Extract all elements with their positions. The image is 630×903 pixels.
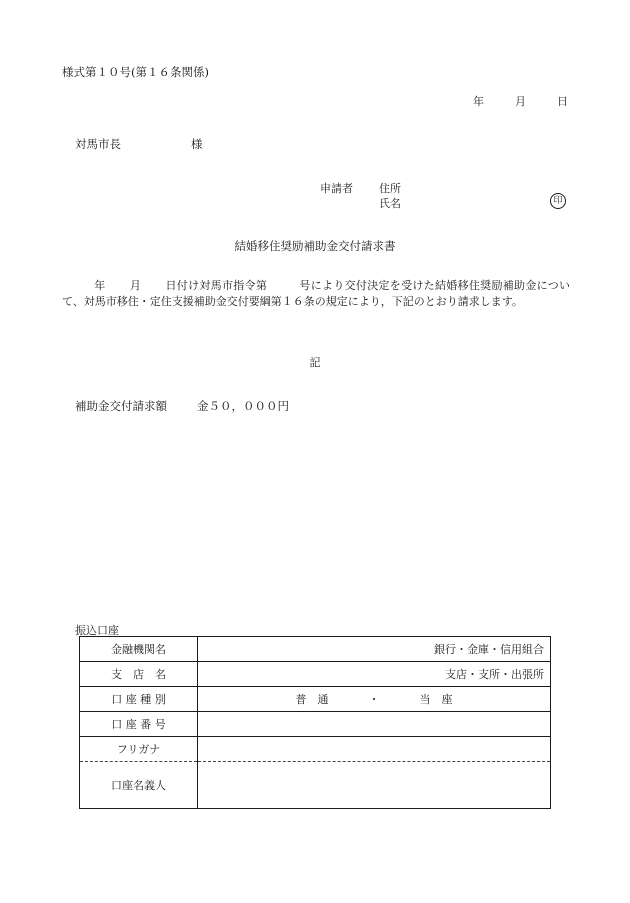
- table-row: [80, 737, 551, 762]
- body-text1: 日付け対馬市指令第: [165, 279, 268, 292]
- day-label: 日: [557, 95, 568, 108]
- addressee-name: 対馬市長: [75, 137, 121, 151]
- amount-label: 補助金交付請求額: [75, 399, 167, 413]
- institution-label: 金融機関名: [80, 637, 198, 662]
- account-table: [79, 636, 551, 809]
- amount-line: [75, 398, 289, 414]
- addressee: [75, 136, 203, 152]
- account-type-current: 当 座: [419, 693, 453, 706]
- table-row: [80, 687, 551, 712]
- form-number: 様式第１０号(第１６条関係): [62, 65, 209, 79]
- account-type-field[interactable]: [198, 687, 551, 712]
- applicant-role: 申請者: [320, 182, 353, 195]
- body-paragraph: [62, 278, 570, 309]
- body-text2: 号により交付決定を受けた結婚移住奨励補助金について、対馬市移住・定住支援補助金交付要綱第１６条の規定により，下記のとおり請求します。: [62, 279, 571, 308]
- addressee-honorific: 様: [191, 137, 203, 151]
- holder-field[interactable]: [198, 762, 551, 809]
- seal-icon: 印: [550, 193, 566, 209]
- address-label: 住所: [379, 182, 401, 195]
- account-type-ordinary: 普 通: [295, 693, 329, 706]
- transfer-heading: 振込口座: [75, 624, 119, 637]
- holder-label: 口座名義人: [80, 762, 198, 809]
- name-label: 氏名: [379, 197, 401, 210]
- furigana-field[interactable]: [198, 737, 551, 762]
- table-row: [80, 662, 551, 687]
- account-type-label: 口 座 種 別: [80, 687, 198, 712]
- table-row: [80, 637, 551, 662]
- table-row: [80, 712, 551, 737]
- table-row: [80, 762, 551, 809]
- body-month: 月: [129, 279, 142, 292]
- month-label: 月: [515, 95, 526, 108]
- account-type-separator: ・: [368, 693, 380, 706]
- institution-field[interactable]: 銀行・金庫・信用組合: [198, 637, 551, 662]
- furigana-label: フリガナ: [80, 737, 198, 762]
- ki-mark: 記: [309, 356, 321, 369]
- account-number-field[interactable]: [198, 712, 551, 737]
- account-number-label: 口 座 番 号: [80, 712, 198, 737]
- date-line: [473, 93, 568, 109]
- document-title: 結婚移住奨励補助金交付請求書: [234, 239, 396, 253]
- branch-label: 支 店 名: [80, 662, 198, 687]
- body-year: 年: [94, 279, 106, 292]
- branch-field[interactable]: 支店・支所・出張所: [198, 662, 551, 687]
- amount-value: 金５０，０００円: [197, 399, 289, 413]
- year-label: 年: [473, 95, 484, 108]
